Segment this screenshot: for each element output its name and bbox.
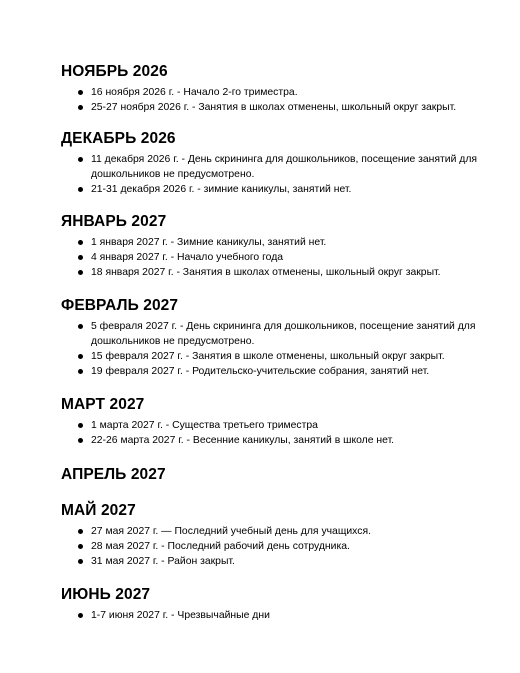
month-section-april-2027	[61, 465, 480, 485]
event-list	[61, 524, 480, 569]
event-text: 4 января 2027 г. - Начало учебного года	[91, 252, 284, 263]
month-heading: ЯНВАРЬ 2027	[61, 213, 167, 230]
event-text: 1-7 июня 2027 г. - Чрезвычайные дни	[91, 610, 270, 621]
event-item	[61, 182, 480, 197]
bullet-icon	[78, 157, 83, 162]
bullet-icon	[78, 613, 83, 618]
event-item	[61, 554, 480, 569]
month-heading: АПРЕЛЬ 2027	[61, 466, 166, 483]
bullet-icon	[78, 354, 83, 359]
event-item	[61, 235, 480, 250]
event-list	[61, 235, 480, 280]
month-section-may-2027	[61, 501, 480, 569]
event-list	[61, 418, 480, 448]
month-section-november-2026	[61, 62, 480, 115]
bullet-icon	[78, 90, 83, 95]
month-heading: МАРТ 2027	[61, 396, 145, 413]
event-item	[61, 349, 480, 364]
event-item	[61, 319, 480, 349]
event-item	[61, 85, 480, 100]
bullet-icon	[78, 529, 83, 534]
event-item	[61, 524, 480, 539]
bullet-icon	[78, 423, 83, 428]
month-section-january-2027	[61, 212, 480, 280]
event-item	[61, 608, 480, 623]
month-heading: НОЯБРЬ 2026	[61, 63, 168, 80]
event-list	[61, 608, 480, 623]
bullet-icon	[78, 544, 83, 549]
month-heading: ФЕВРАЛЬ 2027	[61, 297, 179, 314]
event-text: 11 декабря 2026 г. - День скрининга для дошкольников, посещение занятий для дошкольников не предусмотрено.	[91, 154, 478, 180]
event-text: 1 марта 2027 г. - Существа третьего триместра	[91, 420, 318, 431]
month-section-february-2027	[61, 296, 480, 379]
event-item	[61, 418, 480, 433]
bullet-icon	[78, 438, 83, 443]
bullet-icon	[78, 270, 83, 275]
event-text: 1 января 2027 г. - Зимние каникулы, занятий нет.	[91, 237, 327, 248]
bullet-icon	[78, 187, 83, 192]
event-item	[61, 250, 480, 265]
event-list	[61, 319, 480, 379]
event-text: 18 января 2027 г. - Занятия в школах отменены, школьный округ закрыт.	[91, 267, 441, 278]
bullet-icon	[78, 255, 83, 260]
event-item	[61, 364, 480, 379]
month-heading: ИЮНЬ 2027	[61, 586, 151, 603]
month-section-march-2027	[61, 395, 480, 448]
event-list	[61, 85, 480, 115]
event-item	[61, 100, 480, 115]
event-item	[61, 152, 480, 182]
event-text: 19 февраля 2027 г. - Родительско-учительские собрания, занятий нет.	[91, 366, 430, 377]
month-section-june-2027	[61, 585, 480, 623]
event-list	[61, 152, 480, 197]
bullet-icon	[78, 369, 83, 374]
bullet-icon	[78, 240, 83, 245]
event-text: 27 мая 2027 г. — Последний учебный день для учащихся.	[91, 526, 371, 537]
event-item	[61, 433, 480, 448]
month-heading: МАЙ 2027	[61, 502, 136, 519]
event-text: 28 мая 2027 г. - Последний рабочий день сотрудника.	[91, 541, 350, 552]
event-text: 16 ноября 2026 г. - Начало 2-го триместра.	[91, 87, 298, 98]
event-item	[61, 539, 480, 554]
event-text: 21-31 декабря 2026 г. - зимние каникулы, занятий нет.	[91, 184, 352, 195]
event-item	[61, 265, 480, 280]
event-text: 31 мая 2027 г. - Район закрыт.	[91, 556, 235, 567]
event-text: 5 февраля 2027 г. - День скрининга для дошкольников, посещение занятий для дошкольников не предусмотрено.	[91, 321, 476, 347]
bullet-icon	[78, 559, 83, 564]
month-heading: ДЕКАБРЬ 2026	[61, 130, 176, 147]
month-section-december-2026	[61, 129, 480, 197]
event-text: 15 февраля 2027 г. - Занятия в школе отменены, школьный округ закрыт.	[91, 351, 445, 362]
bullet-icon	[78, 105, 83, 110]
bullet-icon	[78, 324, 83, 329]
event-text: 22-26 марта 2027 г. - Весенние каникулы, занятий в школе нет.	[91, 435, 395, 446]
event-text: 25-27 ноября 2026 г. - Занятия в школах отменены, школьный округ закрыт.	[91, 102, 457, 113]
